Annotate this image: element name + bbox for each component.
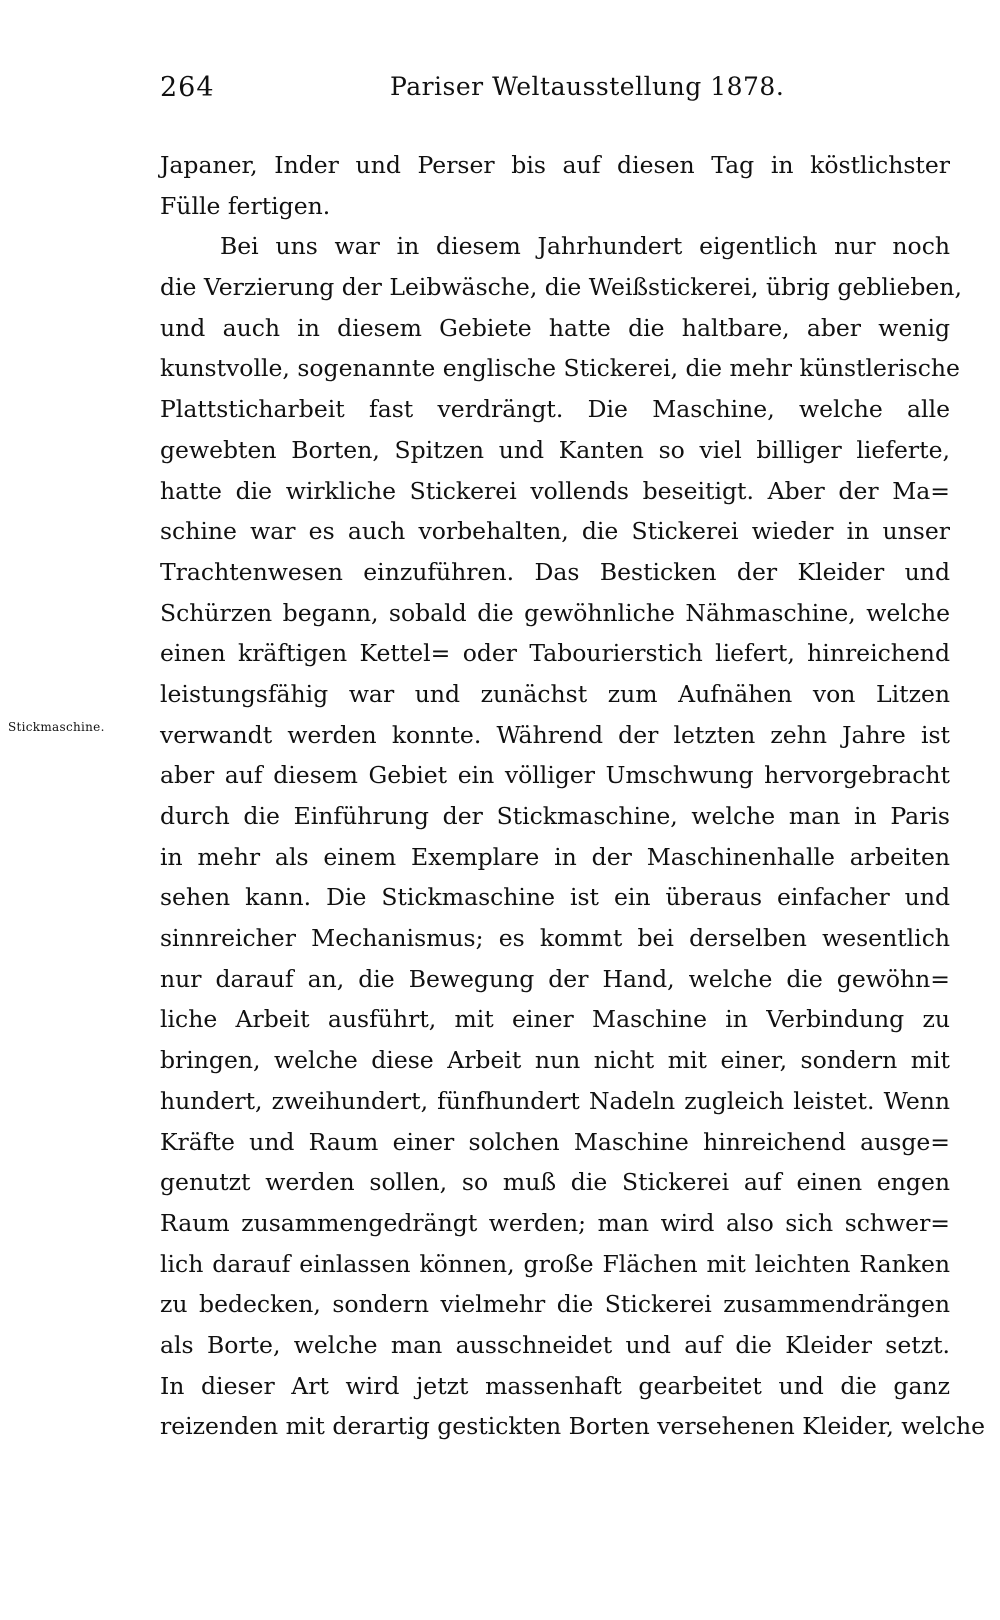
text-line: aber auf diesem Gebiet ein völliger Umschwung hervorgebracht [160,761,950,790]
page-header [160,72,950,112]
text-line: und auch in diesem Gebiete hatte die haltbare, aber wenig [160,313,950,342]
text-line: zu bedecken, sondern vielmehr die Stickerei zusammendrängen [160,1290,950,1319]
text-line: reizenden mit derartig gestickten Borten versehenen Kleider, welche [160,1412,986,1441]
page-number: 264 [160,72,215,103]
text-line: als Borte, welche man ausschneidet und auf die Kleider setzt. [160,1330,950,1359]
text-line: genutzt werden sollen, so muß die Stickerei auf einen engen [160,1168,950,1197]
text-line: kunstvolle, sogenannte englische Stickerei, die mehr künstlerische [160,354,960,383]
text-line: einen kräftigen Kettel= oder Tabourierstich liefert, hinreichend [160,639,950,668]
margin-note: Stickmaschine. [8,720,105,734]
text-line: Bei uns war in diesem Jahrhundert eigentlich nur noch [220,232,950,261]
text-line: schine war es auch vorbehalten, die Stickerei wieder in unser [160,517,950,546]
text-line: In dieser Art wird jetzt massenhaft gearbeitet und die ganz [160,1371,950,1400]
text-line: sehen kann. Die Stickmaschine ist ein überaus einfacher und [160,883,950,912]
running-title: Pariser Weltausstellung 1878. [390,72,785,101]
text-line: Japaner, Inder und Perser bis auf diesen Tag in köstlichster [160,151,950,179]
text-line: Trachtenwesen einzuführen. Das Besticken der Kleider und [160,557,950,586]
text-line: bringen, welche diese Arbeit nun nicht mit einer, sondern mit [160,1046,950,1075]
text-line: gewebten Borten, Spitzen und Kanten so viel billiger lieferte, [160,435,950,464]
text-line: nur darauf an, die Bewegung der Hand, welche die gewöhn= [160,964,950,993]
body-text [160,145,986,1447]
text-line: leistungsfähig war und zunächst zum Aufnähen von Litzen [160,679,950,708]
text-line: die Verzierung der Leibwäsche, die Weißstickerei, übrig geblieben, [160,273,962,302]
text-line: hatte die wirkliche Stickerei vollends beseitigt. Aber der Ma= [160,476,950,505]
text-line: Plattsticharbeit fast verdrängt. Die Maschine, welche alle [160,395,950,424]
text-line: lich darauf einlassen können, große Flächen mit leichten Ranken [160,1249,950,1278]
text-line: verwandt werden konnte. Während der letzten zehn Jahre ist [160,720,950,749]
text-line: durch die Einführung der Stickmaschine, welche man in Paris [160,802,950,830]
text-line: liche Arbeit ausführt, mit einer Maschine in Verbindung zu [160,1005,950,1034]
text-line: sinnreicher Mechanismus; es kommt bei derselben wesentlich [160,924,950,953]
text-line: Fülle fertigen. [160,191,331,220]
text-line: Raum zusammengedrängt werden; man wird also sich schwer= [160,1208,950,1237]
text-line: hundert, zweihundert, fünfhundert Nadeln zugleich leistet. Wenn [160,1086,950,1115]
text-line: Kräfte und Raum einer solchen Maschine hinreichend ausge= [160,1127,950,1156]
text-line: Schürzen begann, sobald die gewöhnliche Nähmaschine, welche [160,598,950,627]
text-line: in mehr als einem Exemplare in der Maschinenhalle arbeiten [160,842,950,871]
